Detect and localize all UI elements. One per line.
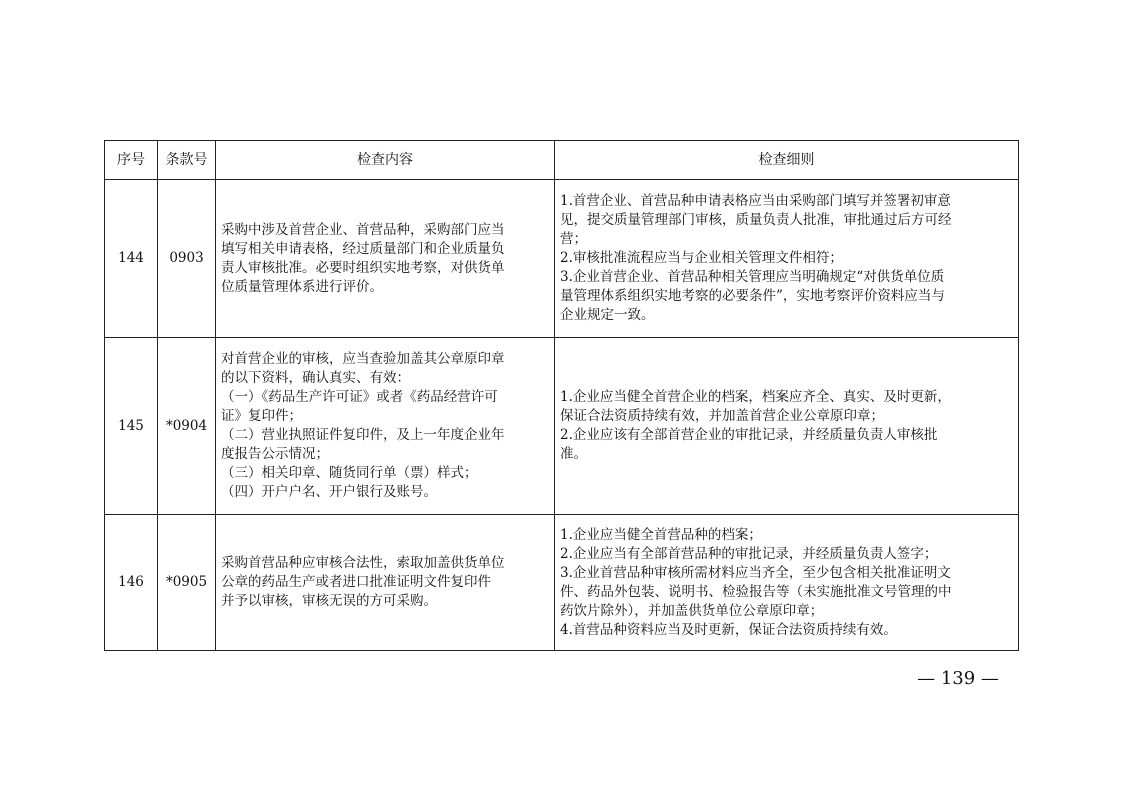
table-header-row	[105, 141, 1019, 180]
content-line: 对首营企业的审核，应当查验加盖其公章原印章	[221, 351, 505, 367]
detail-line: 1.企业应当健全首营企业的档案，档案应齐全、真实、及时更新，	[560, 389, 951, 405]
detail-line: 量管理体系组织实地考察的必要条件”，实地考察评价资料应当与	[560, 288, 945, 304]
table-row	[105, 338, 1019, 515]
content-line: （三）相关印章、随货同行单（票）样式；	[221, 465, 478, 481]
detail-line: 营；	[560, 231, 587, 247]
row-no: 144	[105, 180, 158, 338]
header-clause: 条款号	[158, 141, 216, 180]
content-line: （四）开户户名、开户银行及账号。	[221, 484, 437, 500]
content-line: （一）《药品生产许可证》或者《药品经营许可	[221, 389, 498, 405]
detail-line: 保证合法资质持续有效，并加盖首营企业公章原印章；	[560, 408, 884, 424]
detail-line: 2.企业应当有全部首营品种的审批记录，并经质量负责人签字；	[560, 545, 938, 562]
content-line: 位质量管理体系进行评价。	[221, 278, 383, 295]
content-line: 采购首营品种应审核合法性，索取加盖供货单位	[221, 555, 505, 571]
content-line: 证》复印件；	[221, 408, 302, 424]
detail-line: 药饮片除外），并加盖供货单位公章原印章；	[560, 602, 824, 619]
content-line: （二）营业执照证件复印件，及上一年度企业年	[221, 427, 505, 443]
row-clause: *0904	[158, 338, 216, 515]
detail-line: 4.首营品种资料应当及时更新，保证合法资质持续有效。	[560, 621, 897, 638]
row-content	[216, 180, 555, 338]
detail-line: 2.企业应该有全部首营企业的审批记录，并经质量负责人审核批	[560, 427, 938, 443]
row-clause: 0903	[158, 180, 216, 338]
row-content	[216, 515, 555, 651]
detail-line: 见，提交质量管理部门审核，质量负责人批准，审批通过后方可经	[560, 212, 952, 228]
content-line: 责人审核批准。必要时组织实地考察，对供货单	[221, 259, 505, 276]
header-detail: 检查细则	[555, 141, 1019, 180]
page-number: — 139 —	[917, 668, 999, 689]
detail-line: 件、药品外包装、说明书、检验报告等（未实施批准文号管理的中	[560, 583, 952, 600]
detail-line: 3.企业首营企业、首营品种相关管理应当明确规定“对供货单位质	[560, 269, 945, 285]
content-line: 的以下资料，确认真实、有效：	[221, 370, 410, 386]
content-line: 采购中涉及首营企业、首营品种，采购部门应当	[221, 221, 505, 238]
row-no: 145	[105, 338, 158, 515]
row-detail	[555, 515, 1019, 651]
row-content	[216, 338, 555, 515]
content-line: 并予以审核，审核无误的方可采购。	[221, 593, 437, 609]
row-clause: *0905	[158, 515, 216, 651]
content-line: 公章的药品生产或者进口批准证明文件复印件	[221, 574, 491, 590]
row-detail	[555, 180, 1019, 338]
table-row	[105, 515, 1019, 651]
table-row	[105, 180, 1019, 338]
detail-line: 企业规定一致。	[560, 307, 655, 323]
inspection-table	[104, 140, 1019, 651]
detail-line: 1.首营企业、首营品种申请表格应当由采购部门填写并签署初审意	[560, 193, 951, 209]
detail-line: 2.审核批准流程应当与企业相关管理文件相符；	[560, 250, 843, 266]
detail-line: 准。	[560, 446, 587, 462]
row-no: 146	[105, 515, 158, 651]
content-line: 度报告公示情况；	[221, 446, 329, 462]
row-detail	[555, 338, 1019, 515]
detail-line: 3.企业首营品种审核所需材料应当齐全，至少包含相关批准证明文	[560, 564, 951, 581]
header-content: 检查内容	[216, 141, 555, 180]
content-line: 填写相关申请表格，经过质量部门和企业质量负	[221, 240, 505, 257]
header-no: 序号	[105, 141, 158, 180]
detail-line: 1.企业应当健全首营品种的档案；	[560, 526, 762, 543]
